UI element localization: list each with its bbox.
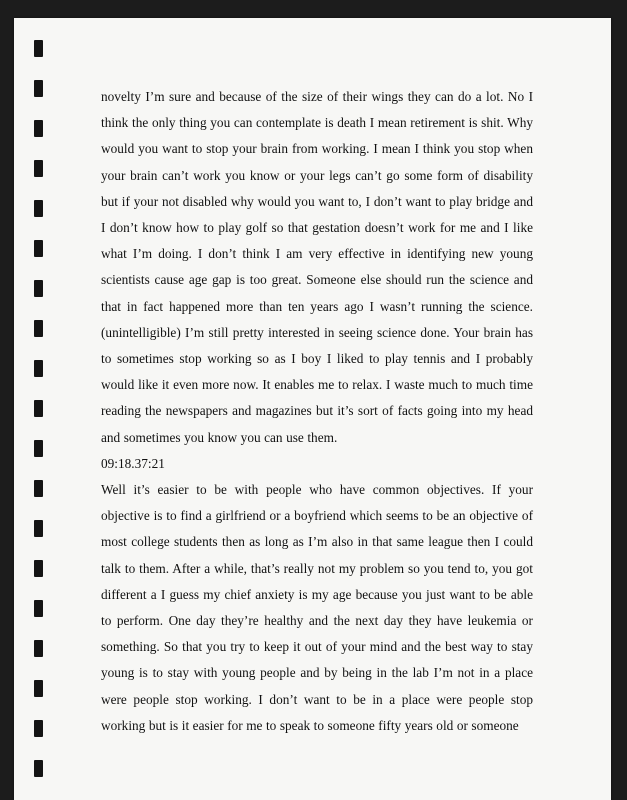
timestamp: 09:18.37:21 xyxy=(101,455,165,471)
binding-hole xyxy=(34,200,43,217)
binding-hole xyxy=(34,520,43,537)
binding-hole xyxy=(34,320,43,337)
binding-hole xyxy=(34,640,43,657)
binding-hole xyxy=(34,680,43,697)
binding-hole xyxy=(34,560,43,577)
transcript-paragraph: novelty I’m sure and because of the size of their wings they can do a lot. No I think the only thing you can contemplate is death I mean retirement is shit. Why would you want to stop your brain from working. I mean I think you stop when your brain can’t work you know or your legs can’t go some form of disability but if your not disabled why would you want to, I don’t want to play bridge and I don’t know how to play golf so that gestation doesn’t work for me and I like what I’m doing. I don’t think I am very effective in identifying new young scientists cause age gap is too great. Someone else should run the science and that in fact happened more than ten years ago I wasn’t running the science. (unintelligible) I’m still pretty interested in seeing science done. Your brain has to sometimes stop working so as I boy I liked to play tennis and I probably would like it even more now. It enables me to relax. I waste much to much time reading the newspapers and magazines but it’s sort of facts going into my head and sometimes you know you can use them. xyxy=(101,89,533,445)
binding-hole xyxy=(34,120,43,137)
binding-hole xyxy=(34,440,43,457)
binding-hole xyxy=(34,760,43,777)
binding-hole xyxy=(34,280,43,297)
binding-hole xyxy=(34,600,43,617)
transcript-body xyxy=(101,84,533,739)
binding-hole xyxy=(34,240,43,257)
binding-hole xyxy=(34,160,43,177)
binding-hole xyxy=(34,400,43,417)
transcript-paragraph: Well it’s easier to be with people who have common objectives. If your objective is to find a girlfriend or a boyfriend which seems to be an objective of most college students then as long as I’m also in that same league then I could talk to them. After a while, that’s really not my problem so you tend to, you got different a I guess my chief anxiety is my age because you just want to be able to perform. One day they’re healthy and the next day they have leukemia or something. So that you try to keep it out of your mind and the best way to stay young is to stay with young people and by being in the lab I’m not in a place were people stop working. I don’t want to be in a place were people stop working but is it easier for me to speak to someone fifty years old or someone xyxy=(101,482,533,733)
binding-hole xyxy=(34,40,43,57)
binding-hole xyxy=(34,480,43,497)
binding-hole xyxy=(34,80,43,97)
binding-hole xyxy=(34,720,43,737)
binding-hole xyxy=(34,360,43,377)
